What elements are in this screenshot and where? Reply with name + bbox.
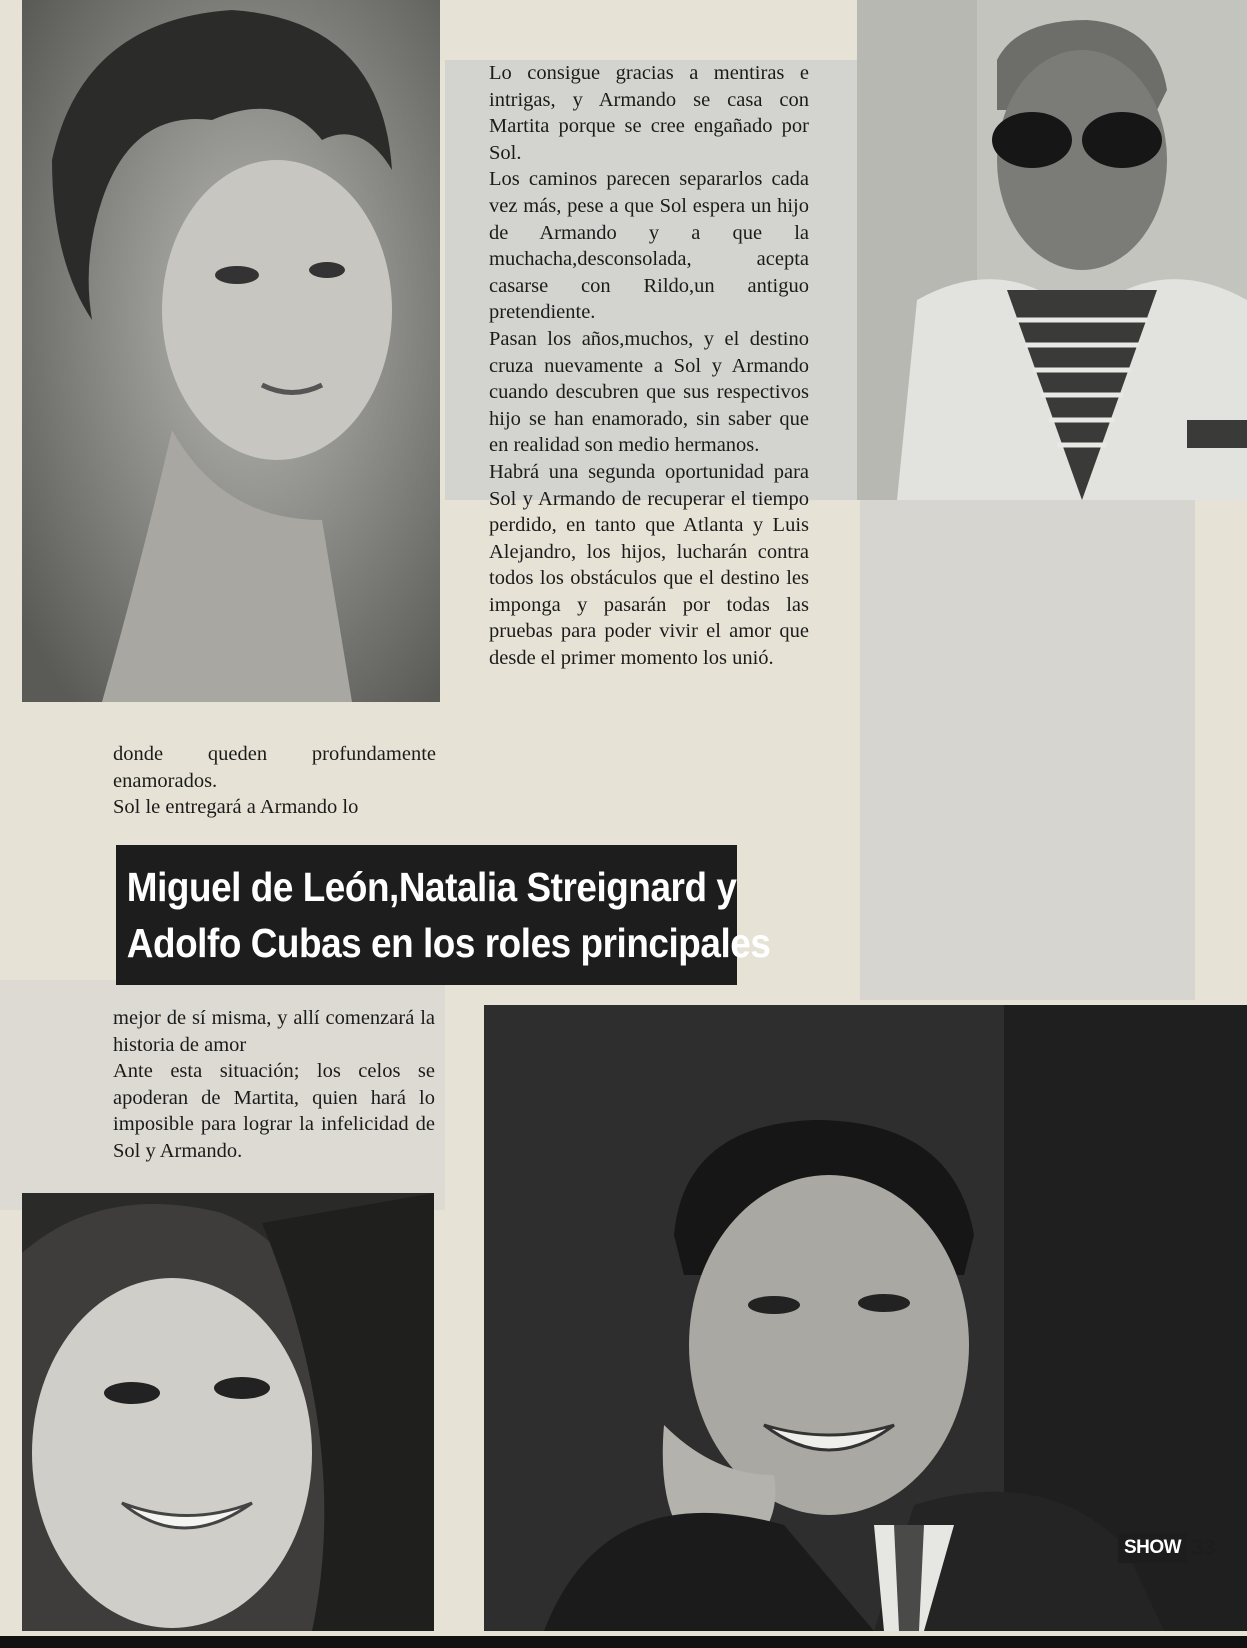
text-column-left-top — [113, 741, 436, 821]
woman-smiling-image — [22, 1193, 434, 1631]
headline — [116, 845, 771, 985]
text-column-center — [489, 60, 809, 672]
photo-woman-smiling — [22, 1193, 434, 1631]
headline-line-1: Miguel de León,Natalia Streignard y — [126, 864, 737, 910]
bottom-border — [0, 1636, 1247, 1648]
paragraph: Ante esta situación; los celos se apoderan de Martita, quien hará lo imposible para lograr la infelicidad de Sol y Armando. — [113, 1060, 435, 1162]
paragraph: Habrá una segunda oportunidad para Sol y Armando de recuperar el tiempo perdido, en tanto que Atlanta y Luis Alejandro, los hijos, lucharán contra todos los obstáculos que el destino les imponga y pasarán por todas las pruebas para poder vivir el amor que desde el primer momento los unió. — [489, 460, 809, 670]
paragraph: Sol le entregará a Armando lo — [113, 796, 359, 819]
page-badge — [1118, 1533, 1216, 1563]
paragraph: Los caminos parecen separarlos cada vez más, pese a que Sol espera un hijo de Armando y a que la muchacha,desconsolada, acepta casarse con Rildo,un antiguo pretendiente. — [489, 168, 809, 324]
magazine-logo: SHOW — [1118, 1533, 1187, 1563]
woman-short-hair-image — [22, 0, 440, 702]
photo-man-sunglasses — [857, 0, 1247, 500]
paragraph: donde queden profundamente enamorados. — [113, 743, 436, 792]
paragraph: Lo consigue gracias a mentiras e intrigas, y Armando se casa con Martita porque se cree engañado por Sol. — [489, 62, 809, 164]
paragraph: Pasan los años,muchos, y el destino cruza nuevamente a Sol y Armando cuando descubren que sus respectivos hijo se han enamorado, sin saber que en realidad son medio hermanos. — [489, 327, 809, 457]
background-panel-right — [860, 500, 1195, 1000]
photo-woman-short-hair — [22, 0, 440, 702]
headline-line-2: Adolfo Cubas en los roles principales — [126, 920, 771, 966]
paragraph: mejor de sí misma, y allí comenzará la historia de amor — [113, 1007, 435, 1056]
page-number: 33 — [1191, 1535, 1216, 1560]
text-column-left-middle — [113, 1005, 435, 1165]
man-sunglasses-image — [857, 0, 1247, 500]
